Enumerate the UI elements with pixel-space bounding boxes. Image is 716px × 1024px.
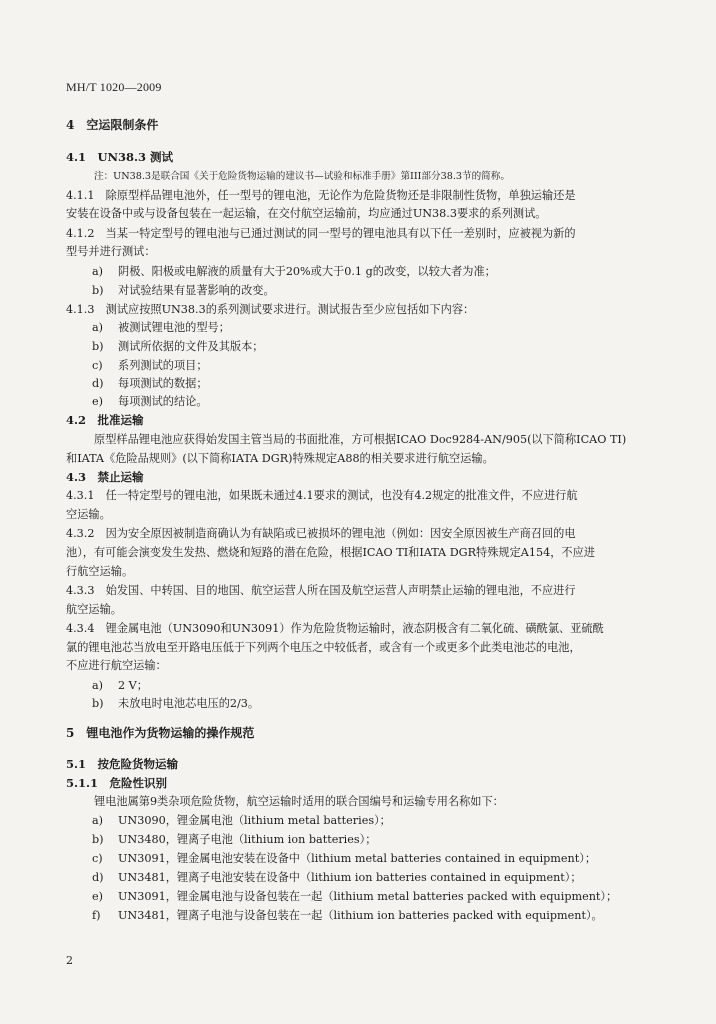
clause-4-3-4-line-1: 4.3.4 锂金属电池（UN3090和UN3091）作为危险货物运输时，液态阴极含有二氧化硫、磺酰氯、亚硫酰 (66, 622, 604, 635)
clause-4-3-2-line-2: 池），有可能会演变发生发热、燃烧和短路的潜在危险，根据ICAO TI和IATA DGR特殊规定A154，不应进 (66, 546, 595, 559)
clause-4-1-3: 4.1.3 测试应按照UN38.3的系列测试要求进行。测试报告至少应包括如下内容： (66, 303, 475, 316)
clause-4-3-4-line-2: 氯的锂电池芯当放电至开路电压低于下列两个电压之中较低者，或含有一个或更多个此类电池芯的电池， (66, 641, 581, 654)
list-item: b) 对试验结果有显著影响的改变。 (92, 284, 275, 297)
list-item: d) 每项测试的数据； (92, 377, 208, 390)
section-4-2-heading: 4.2 批准运输 (66, 413, 144, 427)
page-number: 2 (66, 954, 73, 967)
clause-4-3-1-line-2: 空运输。 (66, 508, 111, 521)
section-4-heading: 4 空运限制条件 (66, 118, 159, 132)
section-4-3-heading: 4.3 禁止运输 (66, 470, 144, 484)
section-4-1-heading: 4.1 UN38.3 测试 (66, 150, 174, 164)
standard-header: MH/T 1020—2009 (66, 80, 162, 94)
section-5-1-heading: 5.1 按危险货物运输 (66, 757, 179, 771)
section-5-heading: 5 锂电池作为货物运输的操作规范 (66, 726, 255, 740)
clause-4-3-4-line-3: 不应进行航空运输： (66, 659, 167, 672)
clause-4-3-3-line-1: 4.3.3 始发国、中转国、目的地国、航空运营人所在国及航空运营人声明禁止运输的锂电池，不应进行 (66, 584, 576, 597)
clause-4-1-1-line-1: 4.1.1 除原型样品锂电池外，任一型号的锂电池，无论作为危险货物还是非限制性货物，单独运输还是 (66, 189, 576, 202)
clause-4-1-1-line-2: 安装在设备中或与设备包装在一起运输，在交付航空运输前，均应通过UN38.3要求的系列测试。 (66, 207, 547, 220)
list-item: b) UN3480，锂离子电池（lithium ion batteries）； (92, 833, 377, 846)
clause-4-3-3-line-2: 航空运输。 (66, 603, 122, 616)
section-5-1-1-intro: 锂电池属第9类杂项危险货物，航空运输时适用的联合国编号和运输专用名称如下： (94, 795, 504, 808)
section-5-1-1-heading: 5.1.1 危险性识别 (66, 776, 168, 790)
clause-4-1-2-line-2: 型号并进行测试： (66, 245, 156, 258)
list-item: b) 未放电时电池芯电压的2/3。 (92, 697, 260, 710)
section-4-2-line-1: 原型样品锂电池应获得始发国主管当局的书面批准，方可根据ICAO Doc9284-AN/905(以下简称ICAO TI) (94, 433, 627, 446)
clause-4-3-2-line-3: 行航空运输。 (66, 565, 134, 578)
list-item: e) 每项测试的结论。 (92, 395, 208, 408)
list-item: b) 测试所依据的文件及其版本； (92, 340, 264, 353)
clause-4-3-1-line-1: 4.3.1 任一特定型号的锂电池，如果既未通过4.1要求的测试，也没有4.2规定的批准文件，不应进行航 (66, 489, 578, 502)
list-item: d) UN3481，锂离子电池安装在设备中（lithium ion batteries contained in equipment）； (92, 871, 582, 884)
section-4-2-line-2: 和IATA《危险品规则》(以下简称IATA DGR)特殊规定A88的相关要求进行航空运输。 (66, 452, 494, 465)
list-item: e) UN3091，锂金属电池与设备包装在一起（lithium metal batteries packed with equipment）； (92, 890, 618, 903)
list-item: c) 系列测试的项目； (92, 359, 208, 372)
list-item: a) 阴极、阳极或电解液的质量有大于20%或大于0.1 g的改变，以较大者为准； (92, 265, 496, 278)
list-item: a) 2 V； (92, 679, 148, 692)
clause-4-3-2-line-1: 4.3.2 因为安全原因被制造商确认为有缺陷或已被损坏的锂电池（例如：因安全原因被生产商召回的电 (66, 527, 576, 540)
list-item: a) UN3090，锂金属电池（lithium metal batteries）； (92, 814, 391, 827)
list-item: c) UN3091，锂金属电池安装在设备中（lithium metal batteries contained in equipment）； (92, 852, 597, 865)
list-item: f) UN3481，锂离子电池与设备包装在一起（lithium ion batteries packed with equipment）。 (92, 909, 603, 922)
list-item: a) 被测试锂电池的型号； (92, 321, 230, 334)
section-4-1-note: 注：UN38.3是联合国《关于危险货物运输的建议书—试验和标准手册》第III部分38.3节的简称。 (94, 171, 510, 182)
clause-4-1-2-line-1: 4.1.2 当某一特定型号的锂电池与已通过测试的同一型号的锂电池具有以下任一差别时，应被视为新的 (66, 227, 576, 240)
